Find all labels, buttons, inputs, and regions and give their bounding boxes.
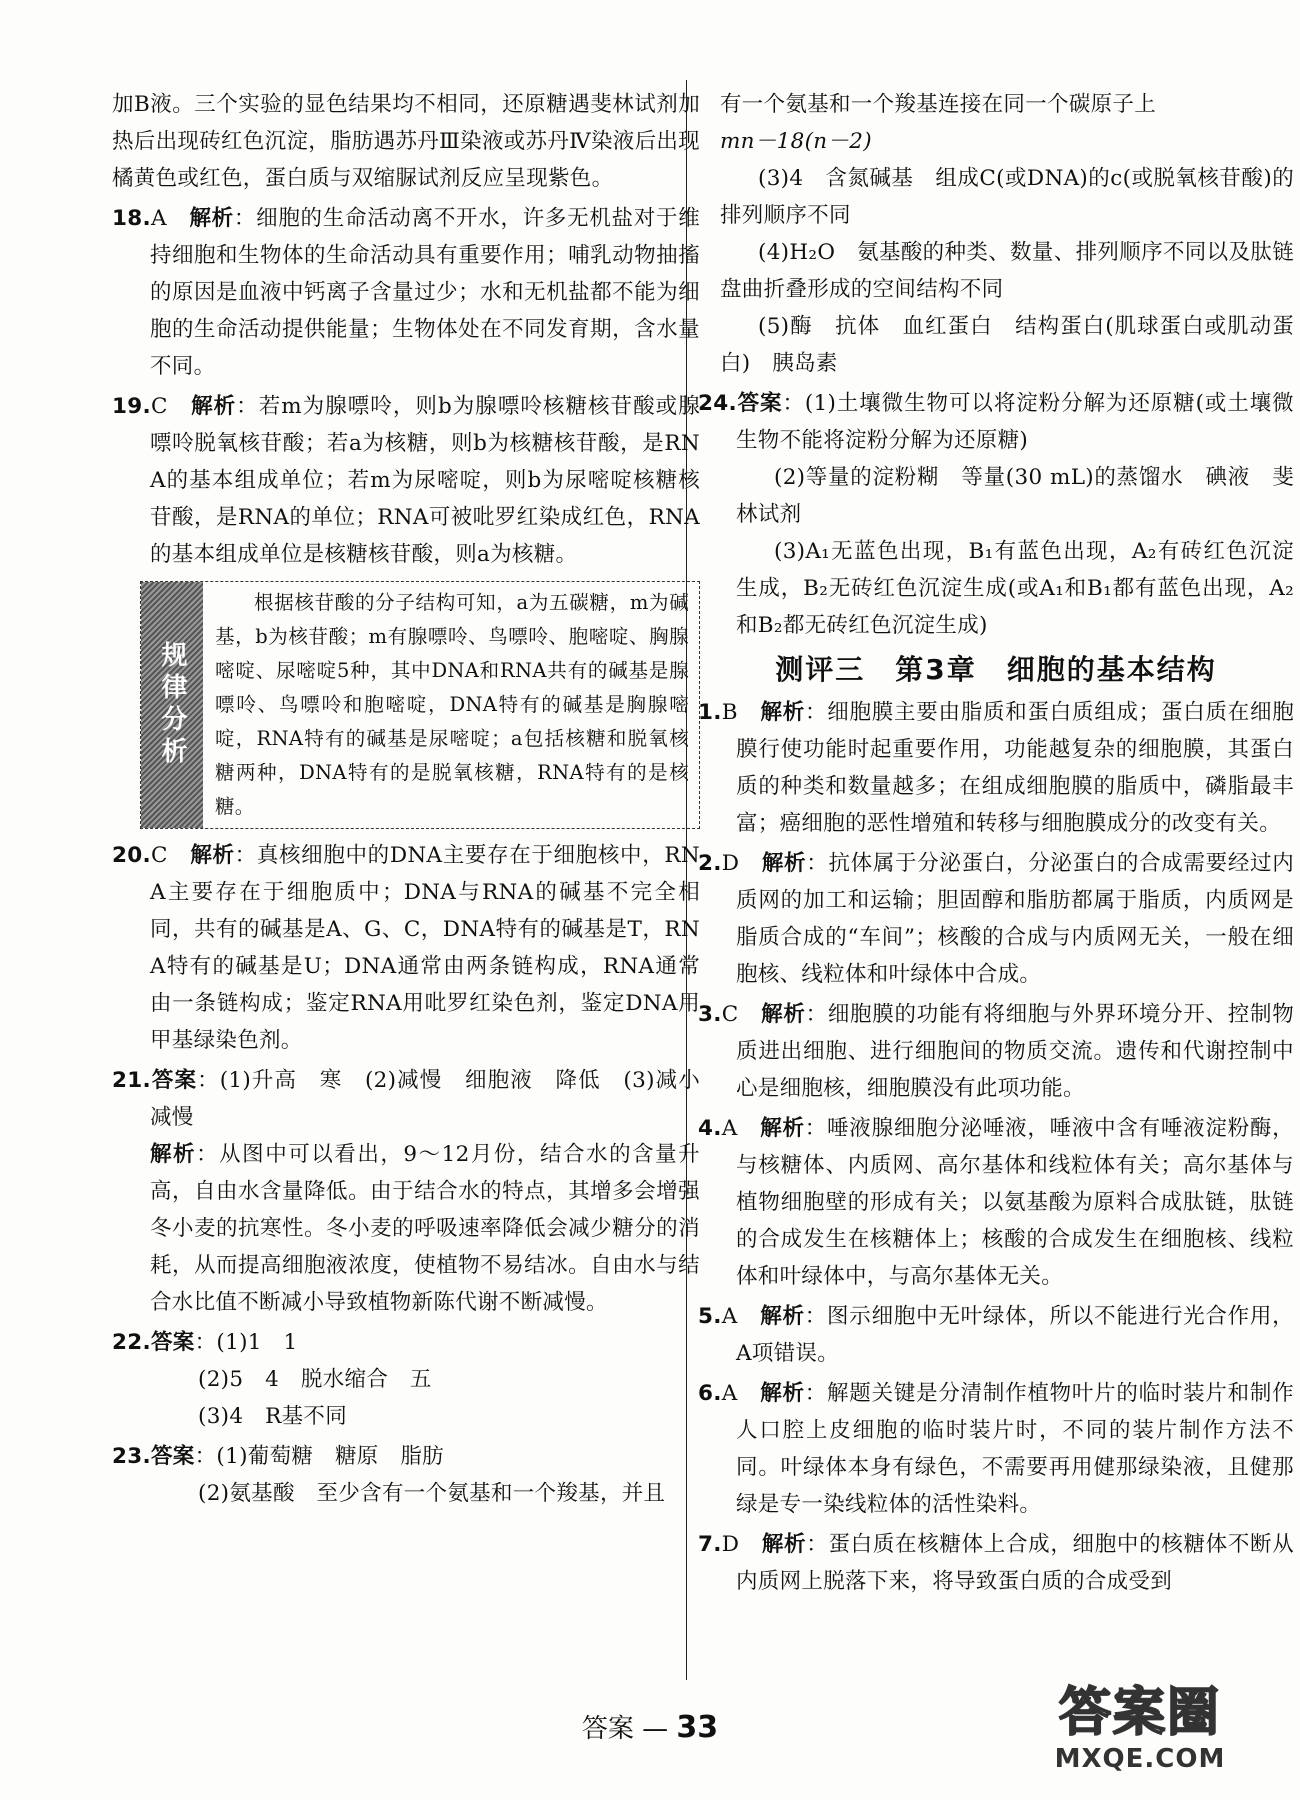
item-key: 解析 (761, 1002, 806, 1027)
list-item (698, 1110, 1294, 1295)
item-text: ：抗体属于分泌蛋白，分泌蛋白的合成需要经过内质网的加工和运输；胆固醇和脂肪都属于脂质，内质网是脂质合成的“车间”；核酸的合成与内质网无关，一般在细胞核、线粒体和叶绿体中合成。 (736, 851, 1294, 987)
answer-23-line3: (3)4 含氮碱基 组成C(或DNA)的c(或脱氧核苷酸)的排列顺序不同 (720, 166, 1294, 228)
answer-item-24: 24.答案：(1)土壤微生物可以将淀粉分解为还原糖(或土壤微生物不能将淀粉分解为还原糖) (698, 391, 1294, 453)
item-text: ：细胞膜的功能有将细胞与外界环境分开、控制物质进出细胞、进行细胞间的物质交流。遗传和代谢控制中心是细胞核，细胞膜没有此项功能。 (736, 1002, 1294, 1101)
item-key: 解析 (761, 851, 807, 876)
footer-dash: — (642, 1714, 669, 1744)
item-number: 2. (698, 851, 722, 876)
answer-24-line3: (3)A₁无蓝色出现，B₁有蓝色出现，A₂有砖红色沉淀生成，B₂无砖红色沉淀生成(或A₁和B₁都有蓝色出现，A₂和B₂都无砖红色沉淀生成) (736, 539, 1294, 638)
section-title: 测评三 第3章 细胞的基本结构 (775, 653, 1217, 686)
watermark-text: 答案圈 (1058, 1683, 1221, 1743)
list-item (698, 1298, 1294, 1372)
item-key: 解析 (761, 1532, 807, 1557)
answer-item-22: 22.答案：(1)1 1 (112, 1330, 298, 1355)
footer-label: 答案 (581, 1714, 634, 1744)
item-text: ：解题关键是分清制作植物叶片的临时装片和制作人口腔上皮细胞的临时装片时，不同的装片制作方法不同。叶绿体本身有绿色，不需要再用健那绿染液，且健那绿是专一染线粒体的活性染料。 (736, 1381, 1294, 1517)
item-key: 解析 (760, 1381, 805, 1406)
page-number: 33 (676, 1710, 719, 1745)
watermark-url: MXQE.COM (1054, 1744, 1226, 1774)
answer-item-19: 19.C 解析：若m为腺嘌呤，则b为腺嘌呤核糖核苷酸或腺嘌呤脱氧核苷酸；若a为核糖，则b为核糖核苷酸，是RNA的基本组成单位；若m为尿嘧啶，则b为尿嘧啶核糖核苷酸，是RNA的单位；RNA可被吡罗红染成红色，RNA的基本组成单位是核糖核苷酸，则a为核糖。 (112, 394, 700, 567)
list-item (698, 845, 1294, 993)
left-column (112, 86, 722, 1512)
answer-23-line4: (4)H₂O 氨基酸的种类、数量、排列顺序不同以及肽链盘曲折叠形成的空间结构不同 (720, 240, 1294, 302)
answer-item-20: 20.C 解析：真核细胞中的DNA主要存在于细胞核中，RNA主要存在于细胞质中；DNA与RNA的碱基不完全相同，共有的碱基是A、G、C，DNA特有的碱基是T，RNA特有的碱基是U；DNA通常由两条链构成，RNA通常由一条链构成；鉴定RNA用吡罗红染色剂，鉴定DNA用甲基绿染色剂。 (112, 843, 700, 1053)
answer-22-line3: (3)4 R基不同 (198, 1404, 348, 1429)
item-number: 1. (698, 700, 722, 725)
item-choice: A (721, 1116, 738, 1141)
list-item (698, 694, 1294, 842)
note-text: 根据核苷酸的分子结构可知，a为五碳糖，m为碱基，b为核苷酸；m有腺嘌呤、鸟嘌呤、胞嘧啶、胸腺嘧啶、尿嘧啶5种，其中DNA和RNA共有的碱基是腺嘌呤、鸟嘌呤和胞嘧啶，DNA特有的碱基是胸腺嘧啶，RNA特有的碱基是尿嘧啶；a包括核糖和脱氧核糖两种，DNA特有的是脱氧核糖，RNA特有的是核糖。 (215, 591, 689, 818)
answer-23-formula: mn－18(n－2) (720, 129, 872, 154)
answer-item-21-analysis: 解析：从图中可以看出，9～12月份，结合水的含量升高，自由水含量降低。由于结合水的特点，其增多会增强冬小麦的抗寒性。冬小麦的呼吸速率降低会减少糖分的消耗，从而提高细胞液浓度，使植物不易结冰。自由水与结合水比值不断减小导致植物新陈代谢不断减慢。 (150, 1142, 700, 1315)
answer-24-line2: (2)等量的淀粉糊 等量(30 mL)的蒸馏水 碘液 斐林试剂 (736, 465, 1294, 527)
item-text: ：图示细胞中无叶绿体，所以不能进行光合作用，A项错误。 (736, 1304, 1294, 1366)
answer-23-line5: (5)酶 抗体 血红蛋白 结构蛋白(肌球蛋白或肌动蛋白) 胰岛素 (720, 314, 1294, 376)
item-key: 解析 (760, 1304, 805, 1329)
item-choice: D (721, 1532, 740, 1557)
answer-list (698, 694, 1294, 1600)
answer-item-23: 23.答案：(1)葡萄糖 糖原 脂肪 (112, 1444, 444, 1469)
analysis-note-box (140, 581, 700, 829)
item-text: ：蛋白质在核糖体上合成，细胞中的核糖体不断从内质网上脱落下来，将导致蛋白质的合成受到 (736, 1532, 1294, 1594)
item-number: 7. (698, 1532, 722, 1557)
paragraph-continued: 加B液。三个实验的显色结果均不相同，还原糖遇斐林试剂加热后出现砖红色沉淀，脂肪遇苏丹Ⅲ染液或苏丹Ⅳ染液后出现橘黄色或红色，蛋白质与双缩脲试剂反应呈现紫色。 (112, 92, 700, 191)
item-number: 3. (698, 1002, 722, 1027)
item-key: 解析 (760, 700, 806, 725)
list-item (698, 996, 1294, 1107)
item-choice: B (721, 700, 738, 725)
list-item (698, 1526, 1294, 1600)
item-text: ：细胞膜主要由脂质和蛋白质组成；蛋白质在细胞膜行使功能时起重要作用，功能越复杂的细胞膜，其蛋白质的种类和数量越多；在组成细胞膜的脂质中，磷脂最丰富；癌细胞的恶性增殖和转移与细胞膜成分的改变有关。 (736, 700, 1294, 836)
item-number: 5. (698, 1304, 722, 1329)
item-choice: A (721, 1304, 738, 1329)
answer-22-line2: (2)5 4 脱水缩合 五 (198, 1367, 432, 1392)
list-item (698, 1375, 1294, 1523)
item-choice: D (721, 851, 740, 876)
item-key: 解析 (760, 1116, 805, 1141)
watermark-logo (1010, 1682, 1270, 1792)
answer-23-cont: 有一个氨基和一个羧基连接在同一个碳原子上 (720, 92, 1157, 117)
item-number: 4. (698, 1116, 722, 1141)
answer-23-line2: (2)氨基酸 至少含有一个氨基和一个羧基，并且 (198, 1481, 666, 1506)
item-choice: C (721, 1002, 739, 1027)
item-text: ：唾液腺细胞分泌唾液，唾液中含有唾液淀粉酶，与核糖体、内质网、高尔基体和线粒体有关；高尔基体与植物细胞壁的形成有关；以氨基酸为原料合成肽链，肽链的合成发生在核糖体上；核酸的合成发生在细胞核、线粒体和叶绿体中，与高尔基体无关。 (736, 1116, 1294, 1289)
right-column (698, 86, 1294, 1600)
answer-item-21: 21.答案：(1)升高 寒 (2)减慢 细胞液 降低 (3)减小 减慢 (112, 1068, 722, 1130)
item-number: 6. (698, 1381, 722, 1406)
note-tag: 规律分析 (141, 582, 203, 828)
answer-item-18: 18.A 解析：细胞的生命活动离不开水，许多无机盐对于维持细胞和生物体的生命活动具有重要作用；哺乳动物抽搐的原因是血液中钙离子含量过少；水和无机盐都不能为细胞的生命活动提供能量；生物体处在不同发育期，含水量不同。 (112, 206, 700, 379)
item-choice: A (721, 1381, 738, 1406)
